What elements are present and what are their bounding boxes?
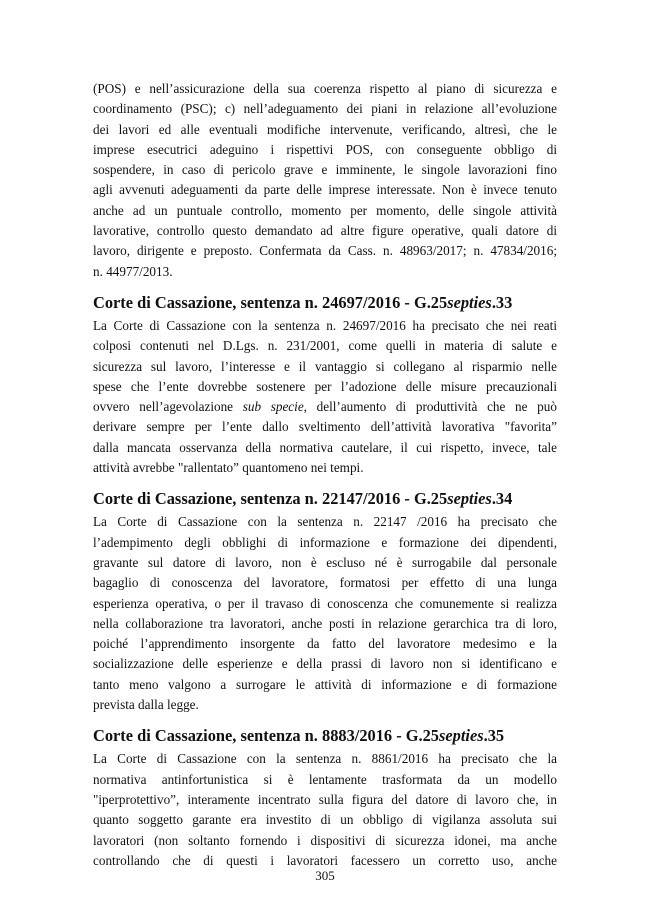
text-line: socializzazione delle esperienze e della prassi di lavoro non si identificano e: [93, 656, 557, 672]
text-line: controllando che di questi i lavoratori facessero un corretto uso, anche: [93, 852, 557, 868]
page-content: [93, 79, 557, 871]
text-line: prevista dalla legge.: [93, 697, 199, 713]
text-line: l’adempimento degli obblighi di informazione e formazione dei dipendenti,: [93, 534, 557, 550]
heading-italic: septies: [439, 726, 484, 746]
italic-term: sub specie: [242, 399, 304, 415]
text-line: nella collaborazione tra lavoratori, anche posti in relazione gerarchica tra di loro,: [93, 615, 557, 631]
text-line: "iperprotettivo”, interamente incentrato sulla figura del datore di lavoro che, in: [93, 791, 557, 807]
text-line: spese che l’ente dovrebbe sostenere per l’adozione delle misure precauzionali: [93, 378, 557, 394]
text-line-with-italic: [93, 397, 557, 417]
section-paragraph: [93, 512, 557, 715]
text-line: derivare sempre per l’ente dallo sveltimento dell’attività lavorativa "favorita”: [93, 419, 557, 435]
text-line: n. 44977/2013.: [93, 263, 173, 279]
text-line: imprese esecutrici adeguino i rispettivi POS, con conseguente obbligo di: [93, 141, 557, 157]
heading-italic: septies: [447, 489, 492, 509]
text-line: dalla mancata osservanza della normativa cautelare, il cui rispetto, invece, tale: [93, 439, 557, 455]
text-line: La Corte di Cassazione con la sentenza n. 8861/2016 ha precisato che la: [93, 751, 557, 767]
section-paragraph: [93, 749, 557, 871]
text-line: normativa antinfortunistica si è lentamente trasformata da un modello: [93, 771, 557, 787]
text-line: La Corte di Cassazione con la sentenza n. 24697/2016 ha precisato che nei reati: [93, 317, 557, 333]
heading-text: Corte di Cassazione, sentenza n. 24697/2016 - G.25: [93, 292, 448, 312]
section-heading: [93, 290, 557, 316]
heading-suffix: .35: [483, 726, 505, 746]
text-line: tanto meno valgono a surrogare le attività di informazione e di formazione: [93, 676, 557, 692]
text-line: agli avvenuti adeguamenti da parte delle imprese interessate. Non è invece tenuto: [93, 182, 557, 198]
text-line: attività avrebbe "rallentato” quantomeno nei tempi.: [93, 460, 364, 476]
text-line: gravante sul datore di lavoro, non è escluso né è surrogabile dal personale: [93, 554, 557, 570]
text-line: quanto soggetto garante era investito di un obbligo di vigilanza assoluta sui: [93, 812, 557, 828]
heading-text: Corte di Cassazione, sentenza n. 22147/2016 - G.25: [93, 489, 448, 509]
text-line: coordinamento (PSC); c) nell’adeguamento dei piani in relazione all’evoluzione: [93, 101, 557, 117]
section-paragraph: [93, 316, 557, 478]
text-segment: ovvero nell’agevolazione: [93, 399, 243, 415]
heading-italic: septies: [447, 292, 492, 312]
text-line: esperienza operativa, o per il travaso di conoscenza che comunemente si realizza: [93, 595, 557, 611]
text-line: lavoratori (non soltanto fornendo i dispositivi di sicurezza idonei, ma anche: [93, 832, 557, 848]
section-heading: [93, 486, 557, 512]
text-line: sicurezza sul lavoro, l’interesse e il vantaggio si collegano al risparmio nelle: [93, 358, 557, 374]
page-number: 305: [315, 868, 335, 883]
text-segment: , dell’aumento di produttività che ne può: [303, 399, 557, 415]
text-line: dei lavori ed alle eventuali modifiche intervenute, verificando, altresì, che le: [93, 121, 557, 137]
heading-text: Corte di Cassazione, sentenza n. 8883/2016 - G.25: [93, 726, 440, 746]
text-line: poiché l’apprendimento insorgente da fatto del lavoratore medesimo e la: [93, 636, 557, 652]
text-line: (POS) e nell’assicurazione della sua coerenza rispetto al piano di sicurezza e: [93, 81, 557, 96]
text-line: lavorative, controllo questo demandato ad altre figure operative, quali datore di: [93, 223, 557, 239]
text-line: anche ad un puntuale controllo, momento per momento, delle singole attività: [93, 202, 557, 218]
intro-paragraph: [93, 79, 557, 282]
text-line: La Corte di Cassazione con la sentenza n. 22147 /2016 ha precisato che: [93, 514, 557, 530]
section-heading: [93, 723, 557, 749]
heading-suffix: .34: [491, 489, 513, 509]
text-line: sospendere, in caso di pericolo grave e imminente, le singole lavorazioni fino: [93, 162, 557, 178]
heading-suffix: .33: [491, 292, 513, 312]
text-line: bagaglio di conoscenza del lavoratore, formatosi per effetto di una lunga: [93, 575, 557, 591]
text-line: colposi contenuti nel D.Lgs. n. 231/2001, come quelli in materia di salute e: [93, 338, 557, 354]
text-line: lavoro, dirigente e preposto. Confermata da Cass. n. 48963/2017; n. 47834/2016;: [93, 243, 557, 259]
